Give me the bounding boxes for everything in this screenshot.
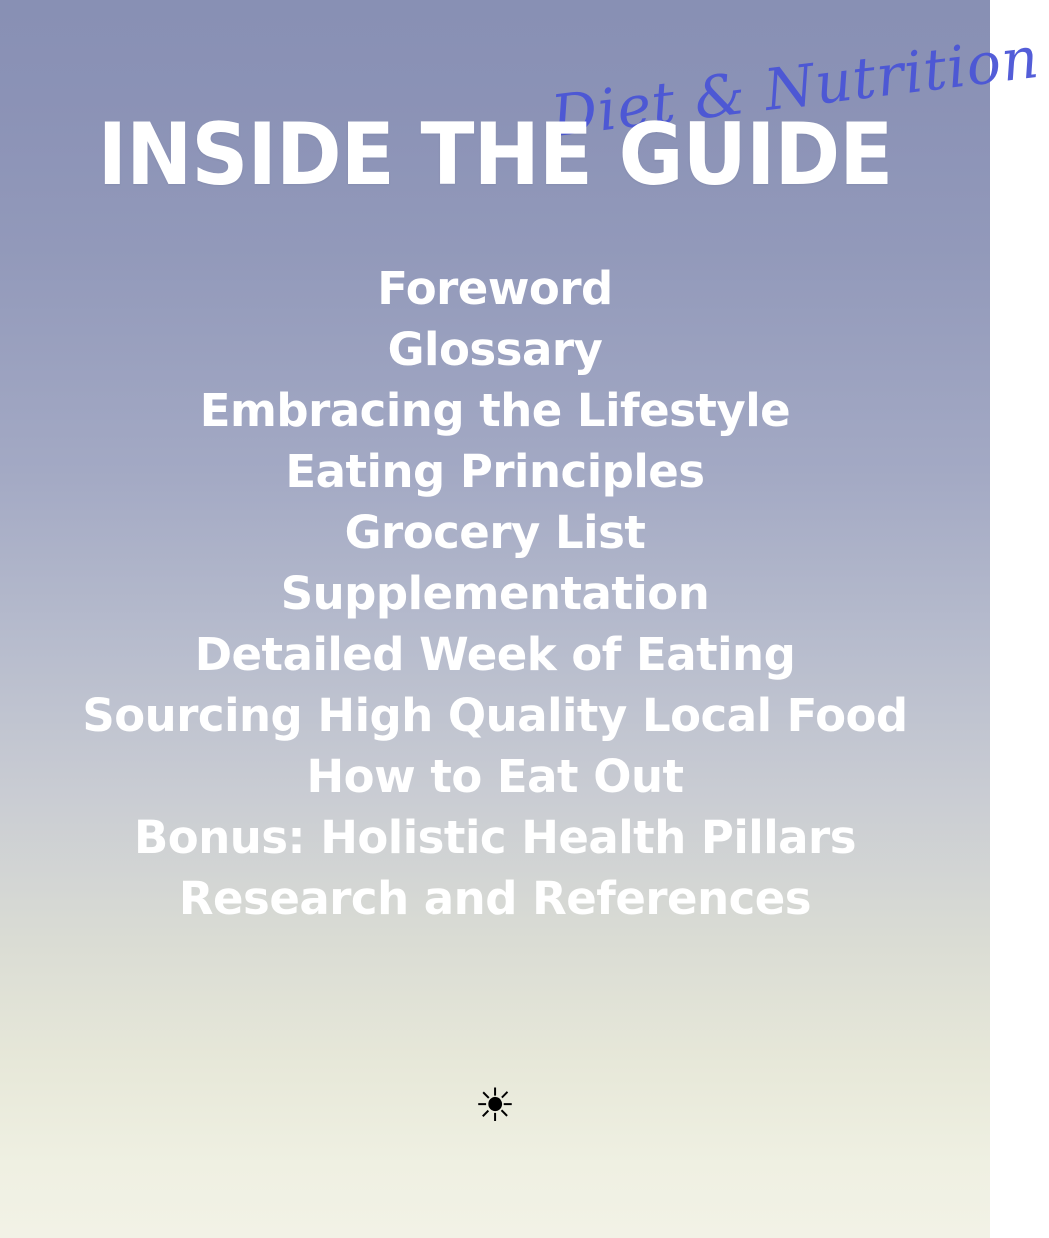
emblem-container — [0, 1079, 990, 1131]
list-item: Bonus: Holistic Health Pillars — [133, 811, 856, 864]
table-of-contents — [0, 258, 990, 929]
list-item: How to Eat Out — [306, 750, 684, 803]
list-item: Detailed Week of Eating — [194, 628, 796, 681]
sun-icon: ☀ — [474, 1079, 516, 1131]
list-item: Research and References — [178, 872, 812, 925]
list-item: Supplementation — [280, 567, 710, 620]
list-item: Foreword — [377, 262, 613, 315]
list-item: Grocery List — [344, 506, 646, 559]
list-item: Embracing the Lifestyle — [199, 384, 791, 437]
list-item: Glossary — [387, 323, 603, 376]
list-item: Eating Principles — [285, 445, 705, 498]
script-accent-title: Diet & Nutrition — [547, 24, 1043, 151]
list-item: Sourcing High Quality Local Food — [82, 689, 908, 742]
page-title: INSIDE THE GUIDE — [97, 105, 893, 205]
